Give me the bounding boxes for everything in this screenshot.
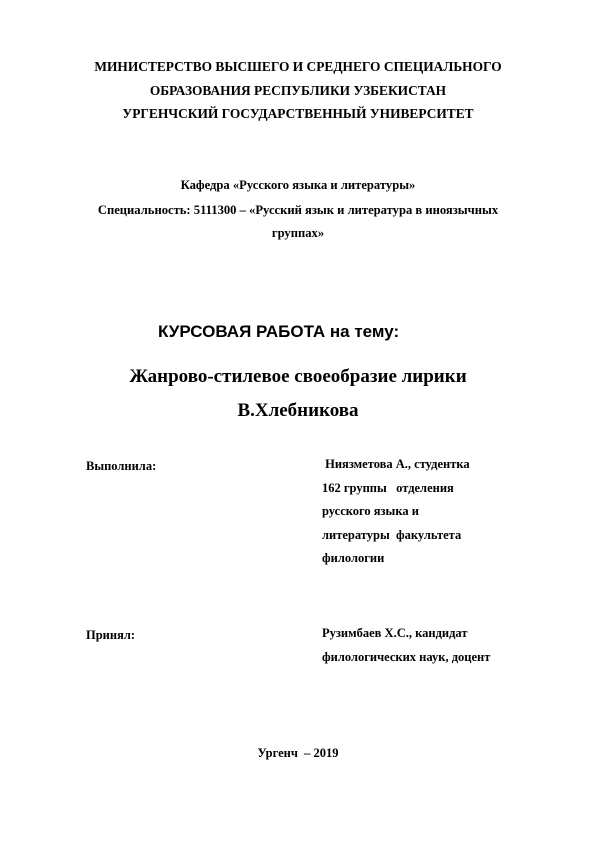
city-year: Ургенч – 2019 xyxy=(257,746,339,760)
author-line: филологии xyxy=(322,551,385,565)
work-type: КУРСОВАЯ РАБОТА на тему: xyxy=(158,322,400,341)
specialty-line-2: группах» xyxy=(271,226,325,240)
author-line: русского языка и xyxy=(322,504,419,518)
department-chair: Кафедра «Русского языка и литературы» xyxy=(180,178,416,192)
author-label: Выполнила: xyxy=(86,459,157,473)
author-line: 162 группы отделения xyxy=(322,480,454,495)
reviewer-line: Рузимбаев Х.С., кандидат xyxy=(322,626,468,640)
ministry-line-2: ОБРАЗОВАНИЯ РЕСПУБЛИКИ УЗБЕКИСТАН xyxy=(149,82,447,98)
university-name: УРГЕНЧСКИЙ ГОСУДАРСТВЕННЫЙ УНИВЕРСИТЕТ xyxy=(122,106,474,121)
author-line: литературы факультета xyxy=(322,527,462,542)
topic-line-1: Жанрово-стилевое своеобразие лирики xyxy=(129,366,467,387)
topic-line-2: В.Хлебникова xyxy=(237,400,359,421)
ministry-line-1: МИНИСТЕРСТВО ВЫСШЕГО И СРЕДНЕГО СПЕЦИАЛЬНОГО xyxy=(94,59,502,74)
author-info xyxy=(322,453,470,571)
ministry-header xyxy=(0,55,596,126)
reviewer-line: филологических наук, доцент xyxy=(322,649,491,664)
author-line: Ниязметова А., студентка xyxy=(322,457,470,471)
specialty-line-1: Специальность: 5111300 – «Русский язык и литература в иноязычных xyxy=(97,203,499,217)
reviewer-info xyxy=(322,622,490,669)
reviewer-label: Принял: xyxy=(86,628,136,642)
